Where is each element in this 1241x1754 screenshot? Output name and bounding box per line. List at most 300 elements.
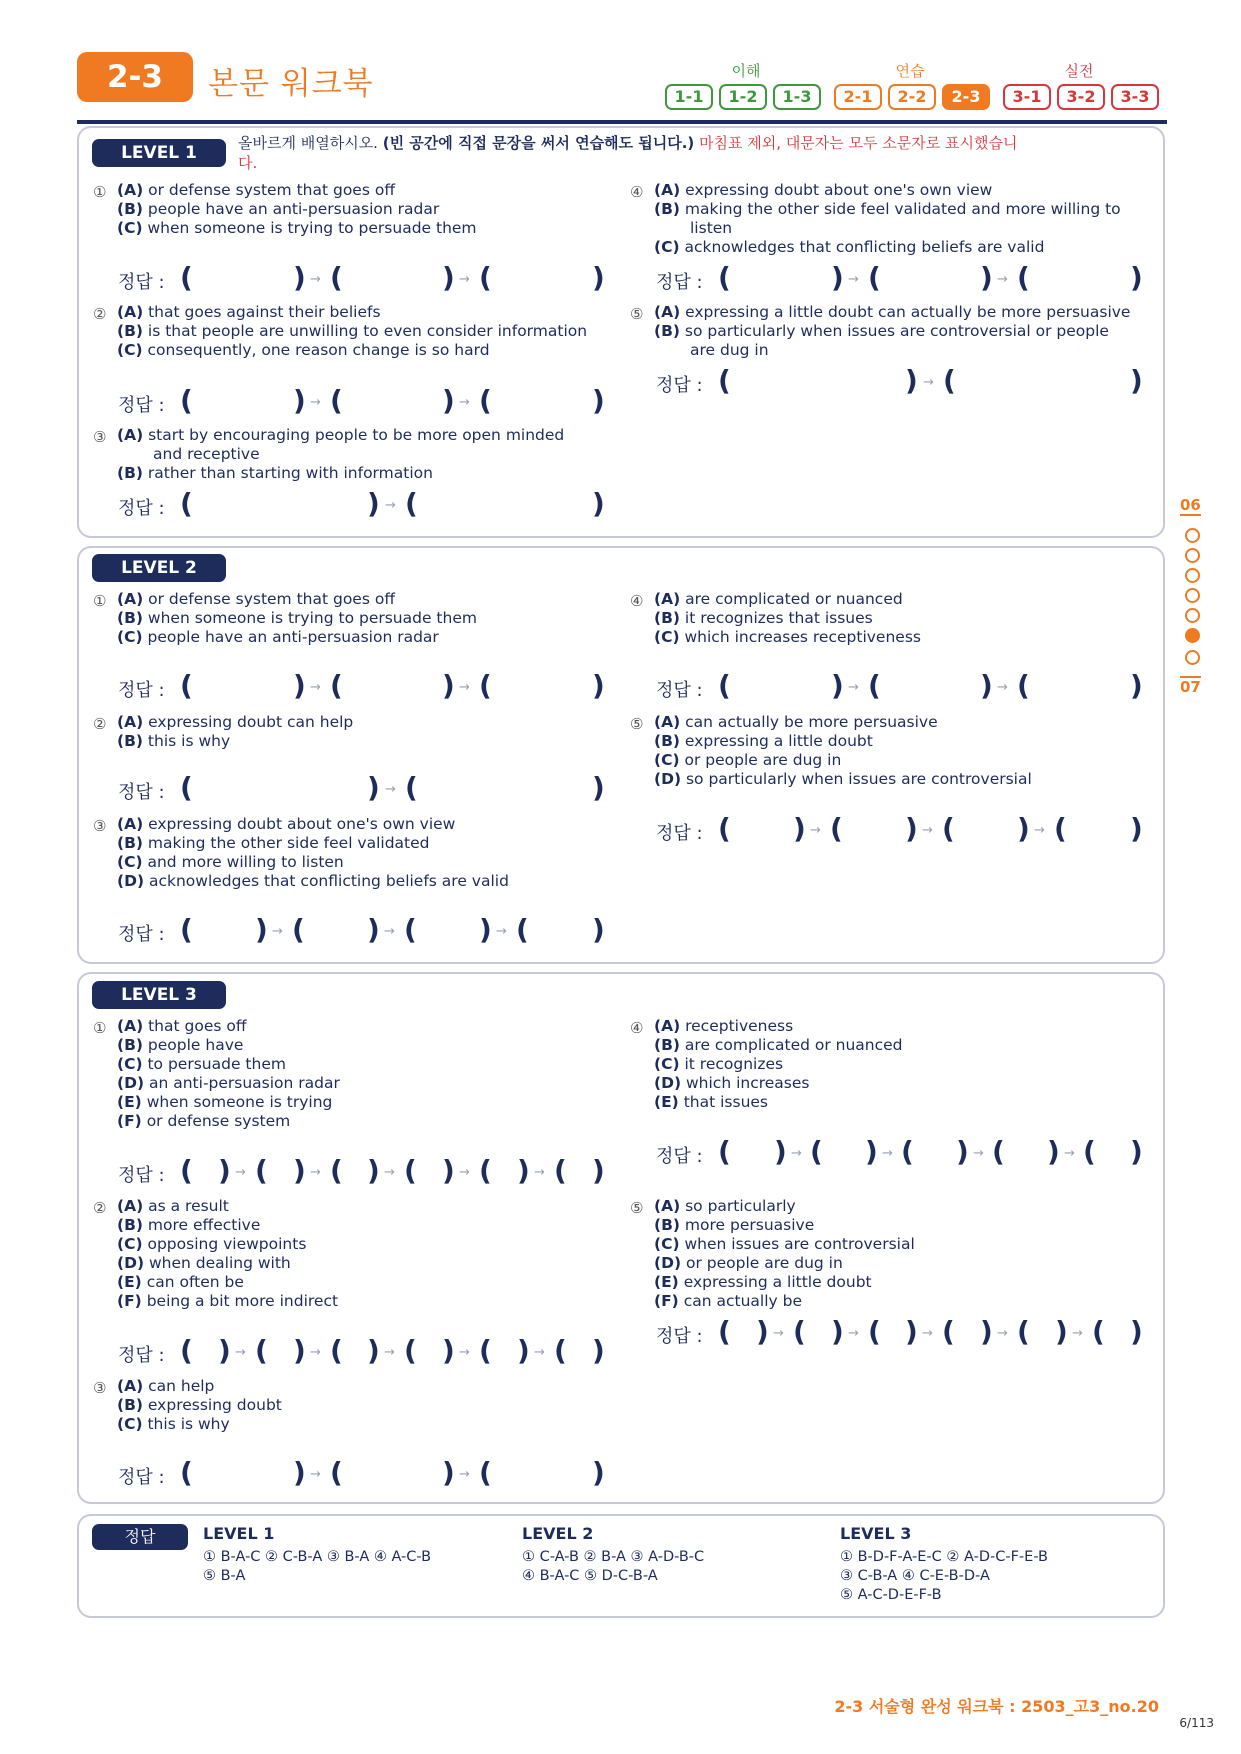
arrow-icon: → [848,1326,859,1341]
nav-3-1[interactable]: 3-1 [1003,84,1051,110]
option-line [117,1036,243,1055]
option-line [117,713,353,732]
option-letter: (D) [654,1254,682,1272]
option-letter: (A) [654,713,681,731]
option-text: which increases receptiveness [684,628,921,646]
option-letter: (D) [117,1254,145,1272]
option-letter: (E) [117,1093,142,1111]
option-line [654,1017,793,1036]
blank-paren: ) [1055,1315,1068,1348]
question-number: ② [93,1199,107,1217]
blank-paren: ) [517,1334,530,1367]
option-text: when someone is trying to persuade them [147,609,477,627]
blank-paren: ) [905,1315,918,1348]
blank-paren: ) [367,771,380,804]
option-text: that goes against their beliefs [148,303,381,321]
option-line [117,1377,214,1396]
option-text: or defense system that goes off [148,590,396,608]
nav-1-3[interactable]: 1-3 [773,84,821,110]
arrow-icon: → [534,1165,545,1180]
arrow-icon: → [923,375,934,390]
blank-paren: ) [905,812,918,845]
category-practice: 연습 [895,62,925,80]
answer-label: 정답 : [656,272,703,293]
option-text: people have [147,1036,244,1054]
blank-paren: ) [592,1154,605,1187]
blank-paren: ( [793,1315,806,1348]
blank-paren: ( [992,1135,1005,1168]
option-letter: (B) [117,200,143,218]
answer-level3-title: LEVEL 3 [840,1524,912,1543]
blank-paren: ) [1047,1135,1060,1168]
option-letter: (B) [117,1216,143,1234]
option-letter: (A) [654,1017,681,1035]
blank-paren: ) [831,1315,844,1348]
option-text: being a bit more indirect [146,1292,339,1310]
blank-paren: ( [405,771,418,804]
arrow-icon: → [997,272,1008,287]
nav-2-1[interactable]: 2-1 [834,84,882,110]
option-text: this is why [147,1415,230,1433]
answer-label: 정답 : [118,924,165,945]
arrow-icon: → [997,680,1008,695]
blank-paren: ( [180,487,193,520]
answer-label: 정답 : [118,1345,165,1366]
option-line [654,238,1044,257]
option-text: expressing a little doubt [684,732,873,750]
arrow-icon: → [235,1165,246,1180]
option-letter: (A) [117,1377,144,1395]
blank-paren: ( [404,1334,417,1367]
blank-paren: ( [180,1456,193,1489]
option-letter: (C) [654,1235,680,1253]
option-letter: (F) [117,1112,142,1130]
arrow-icon: → [310,1165,321,1180]
answer-label: 정답 : [118,1165,165,1186]
option-text: opposing viewpoints [147,1235,307,1253]
blank-paren: ( [943,364,956,397]
option-text: expressing doubt can help [148,713,354,731]
side-ring-icon [1185,650,1200,665]
arrow-icon: → [1064,1146,1075,1161]
option-letter: (C) [117,1055,143,1073]
page-title: 본문 워크북 [208,66,374,102]
arrow-icon: → [496,924,507,939]
option-letter: (B) [117,464,143,482]
page-number: 6/113 [1179,1716,1214,1730]
option-line [654,303,1130,322]
blank-paren: ) [1130,812,1143,845]
blank-paren: ) [980,1315,993,1348]
answer-label: 정답 : [118,395,165,416]
option-text: receptiveness [685,1017,794,1035]
option-letter: (A) [117,815,144,833]
blank-paren: ( [330,1334,343,1367]
option-letter: (C) [117,1235,143,1253]
blank-paren: ) [592,1334,605,1367]
option-text: so particularly [685,1197,796,1215]
arrow-icon: → [384,1345,395,1360]
option-line [654,1254,843,1273]
nav-2-3[interactable]: 2-3 [942,84,990,110]
arrow-icon: → [791,1146,802,1161]
answer-level3-line: ⑤ A-C-D-E-F-B [840,1587,942,1603]
blank-paren: ) [442,384,455,417]
option-letter: (A) [654,181,681,199]
option-line [117,1197,229,1216]
option-letter: (C) [117,628,143,646]
option-line [117,1074,340,1093]
side-ring-icon [1185,568,1200,583]
option-line [117,1055,286,1074]
blank-paren: ) [442,1334,455,1367]
option-text: is that people are unwilling to even consider information [147,322,588,340]
option-letter: (A) [117,590,144,608]
option-letter: (B) [654,732,680,750]
arrow-icon: → [310,272,321,287]
arrow-icon: → [459,272,470,287]
option-letter: (D) [117,1074,145,1092]
nav-2-2[interactable]: 2-2 [888,84,936,110]
option-line [654,770,1032,789]
header-divider [77,120,1167,124]
option-text: so particularly when issues are controversial or people [684,322,1109,340]
option-line [654,590,903,609]
option-line [117,815,455,834]
answer-label: 정답 : [656,1146,703,1167]
blank-paren: ( [868,669,881,702]
nav-3-2[interactable]: 3-2 [1057,84,1105,110]
option-line [117,1235,306,1254]
option-text: expressing a little doubt [683,1273,872,1291]
option-letter: (B) [654,1036,680,1054]
option-text: that goes off [148,1017,247,1035]
section-badge: 2-3 [77,52,193,102]
arrow-icon: → [882,1146,893,1161]
option-text: are dug in [690,341,769,359]
nav-1-2[interactable]: 1-2 [719,84,767,110]
side-ring-icon [1185,588,1200,603]
arrow-icon: → [384,1165,395,1180]
option-text: this is why [147,732,231,750]
blank-paren: ( [180,1154,193,1187]
option-text: consequently, one reason change is so hard [147,341,490,359]
option-letter: (B) [117,834,143,852]
option-line [117,1216,260,1235]
option-line [654,1093,768,1112]
blank-paren: ) [293,1154,306,1187]
answer-level1-title: LEVEL 1 [203,1524,275,1543]
answer-level3-line: ③ C-B-A ④ C-E-B-D-A [840,1568,990,1584]
arrow-icon: → [310,395,321,410]
side-ring-icon [1185,548,1200,563]
option-letter: (C) [117,341,143,359]
option-text: or people are dug in [685,1254,843,1272]
question-number: ⑤ [630,715,644,733]
blank-paren: ) [905,364,918,397]
option-line [654,1074,809,1093]
blank-paren: ) [1130,364,1143,397]
option-line [117,464,433,483]
option-text: are complicated or nuanced [685,590,903,608]
blank-paren: ) [831,669,844,702]
blank-paren: ( [516,913,529,946]
blank-paren: ) [956,1135,969,1168]
option-text: it recognizes [684,1055,784,1073]
question-number: ③ [93,817,107,835]
blank-paren: ) [218,1154,231,1187]
arrow-icon: → [459,680,470,695]
arrow-icon: → [1034,823,1045,838]
option-text: an anti-persuasion radar [148,1074,340,1092]
question-number: ④ [630,1019,644,1037]
option-letter: (F) [117,1292,142,1310]
level1-instruction: 올바르게 배열하시오. (빈 공간에 직접 문장을 써서 연습해도 됩니다.) 마침표 제외, 대문자는 모두 소문자로 표시했습니 다. [238,134,1018,172]
blank-paren: ( [180,771,193,804]
option-letter: (B) [654,609,680,627]
question-number: ⑤ [630,1199,644,1217]
arrow-icon: → [310,680,321,695]
option-line [654,628,921,647]
option-letter: (D) [117,872,145,890]
blank-paren: ) [517,1154,530,1187]
blank-paren: ) [592,384,605,417]
blank-paren: ) [793,812,806,845]
blank-paren: ( [330,1456,343,1489]
option-line [654,1036,903,1055]
option-text: when someone is trying [146,1093,333,1111]
option-line [117,834,430,853]
blank-paren: ( [868,1315,881,1348]
arrow-icon: → [997,1326,1008,1341]
option-letter: (A) [117,303,144,321]
option-text: making the other side feel validated [147,834,430,852]
option-text: can help [148,1377,215,1395]
option-line [117,1396,282,1415]
blank-paren: ) [1130,1135,1143,1168]
option-text: expressing doubt about one's own view [685,181,993,199]
blank-paren: ( [718,364,731,397]
blank-paren: ) [756,1315,769,1348]
blank-paren: ) [831,261,844,294]
answer-label: 정답 : [118,272,165,293]
answer-level1-line: ① B-A-C ② C-B-A ③ B-A ④ A-C-B [203,1549,432,1565]
answer-level2-title: LEVEL 2 [522,1524,594,1543]
blank-paren: ) [442,1456,455,1489]
footer-title: 2-3 서술형 완성 워크북 : 2503_고3_no.20 [834,1697,1159,1716]
blank-paren: ( [292,913,305,946]
option-line [654,200,1121,219]
blank-paren: ( [718,669,731,702]
option-line [117,628,439,647]
option-text: or defense system that goes off [148,181,396,199]
answer-label: 정답 : [656,375,703,396]
option-line [117,1254,291,1273]
arrow-icon: → [385,498,396,513]
blank-paren: ) [367,1334,380,1367]
blank-paren: ( [942,812,955,845]
blank-paren: ( [1017,261,1030,294]
blank-paren: ( [830,812,843,845]
blank-paren: ( [479,261,492,294]
option-line [117,303,381,322]
option-line [117,1415,230,1434]
blank-paren: ( [942,1315,955,1348]
option-letter: (C) [654,751,680,769]
blank-paren: ) [592,913,605,946]
option-line [117,1273,244,1292]
answer-label: 정답 : [118,498,165,519]
blank-paren: ( [1017,1315,1030,1348]
option-line [654,713,938,732]
option-text: listen [690,219,733,237]
blank-paren: ( [554,1154,567,1187]
side-current-dot-icon [1185,628,1200,643]
category-understand: 이해 [731,62,761,80]
answer-label: 정답 : [118,782,165,803]
option-line [654,1197,796,1216]
arrow-icon: → [922,823,933,838]
option-letter: (A) [117,713,144,731]
option-text: can actually be [683,1292,802,1310]
arrow-icon: → [310,1345,321,1360]
option-line [117,200,439,219]
blank-paren: ( [479,669,492,702]
arrow-icon: → [235,1345,246,1360]
option-text: and more willing to listen [147,853,344,871]
blank-paren: ( [255,1334,268,1367]
blank-paren: ( [330,669,343,702]
question-number: ⑤ [630,305,644,323]
option-letter: (B) [654,200,680,218]
option-line [117,322,587,341]
blank-paren: ( [718,261,731,294]
blank-paren: ( [479,1456,492,1489]
nav-1-1[interactable]: 1-1 [665,84,713,110]
blank-paren: ( [330,1154,343,1187]
blank-paren: ) [592,487,605,520]
blank-paren: ) [218,1334,231,1367]
level3-badge: LEVEL 3 [92,981,226,1009]
option-text: people have an anti-persuasion radar [147,200,440,218]
option-text: when dealing with [148,1254,291,1272]
option-text: more persuasive [684,1216,815,1234]
option-text: rather than starting with information [147,464,433,482]
blank-paren: ( [404,913,417,946]
question-number: ① [93,592,107,610]
option-line [117,853,344,872]
option-text: making the other side feel validated and more willing to [684,200,1121,218]
option-line [654,322,1109,341]
option-line [690,219,732,238]
option-line [117,1292,338,1311]
blank-paren: ) [367,913,380,946]
blank-paren: ) [980,669,993,702]
option-line [117,1112,290,1131]
side-page-07: 07 [1180,678,1201,696]
blank-paren: ( [180,913,193,946]
question-number: ④ [630,592,644,610]
blank-paren: ( [810,1135,823,1168]
arrow-icon: → [534,1345,545,1360]
blank-paren: ) [980,261,993,294]
arrow-icon: → [848,272,859,287]
option-letter: (C) [117,1415,143,1433]
arrow-icon: → [384,924,395,939]
option-text: are complicated or nuanced [684,1036,903,1054]
option-letter: (D) [654,770,682,788]
blank-paren: ) [479,913,492,946]
side-page-06: 06 [1180,496,1201,514]
category-real: 실전 [1064,62,1094,80]
option-line [117,426,564,445]
blank-paren: ) [1130,261,1143,294]
blank-paren: ( [330,261,343,294]
option-text: acknowledges that conflicting beliefs are valid [148,872,509,890]
blank-paren: ) [255,913,268,946]
option-letter: (C) [117,219,143,237]
option-text: expressing doubt [147,1396,282,1414]
option-letter: (B) [654,1216,680,1234]
option-line [654,1216,814,1235]
option-letter: (E) [117,1273,142,1291]
blank-paren: ( [718,1315,731,1348]
arrow-icon: → [385,782,396,797]
answer-label: 정답 : [118,1467,165,1488]
option-line [117,219,477,238]
option-line [654,1273,872,1292]
blank-paren: ) [293,1334,306,1367]
option-text: can actually be more persuasive [685,713,938,731]
option-letter: (D) [654,1074,682,1092]
option-letter: (A) [654,1197,681,1215]
blank-paren: ) [367,487,380,520]
option-line [117,590,395,609]
option-line [654,751,841,770]
option-text: or defense system [146,1112,291,1130]
arrow-icon: → [310,1467,321,1482]
option-letter: (E) [654,1273,679,1291]
answer-level3-line: ① B-D-F-A-E-C ② A-D-C-F-E-B [840,1549,1048,1565]
blank-paren: ) [774,1135,787,1168]
blank-paren: ) [592,261,605,294]
option-line [654,609,873,628]
blank-paren: ( [330,384,343,417]
answer-label: 정답 : [656,823,703,844]
option-line [690,341,769,360]
blank-paren: ) [293,1456,306,1489]
option-text: that issues [683,1093,768,1111]
arrow-icon: → [459,1345,470,1360]
option-letter: (A) [117,426,144,444]
question-number: ④ [630,183,644,201]
blank-paren: ( [718,812,731,845]
answer-level2-line: ④ B-A-C ⑤ D-C-B-A [522,1568,658,1584]
blank-paren: ) [442,261,455,294]
blank-paren: ) [1130,1315,1143,1348]
blank-paren: ( [901,1135,914,1168]
blank-paren: ( [180,1334,193,1367]
option-text: which increases [685,1074,810,1092]
blank-paren: ( [180,669,193,702]
answer-label: 정답 : [118,680,165,701]
arrow-icon: → [922,1326,933,1341]
blank-paren: ( [180,384,193,417]
blank-paren: ) [1017,812,1030,845]
answer-label: 정답 : [656,1326,703,1347]
blank-paren: ( [868,261,881,294]
nav-3-3[interactable]: 3-3 [1111,84,1159,110]
